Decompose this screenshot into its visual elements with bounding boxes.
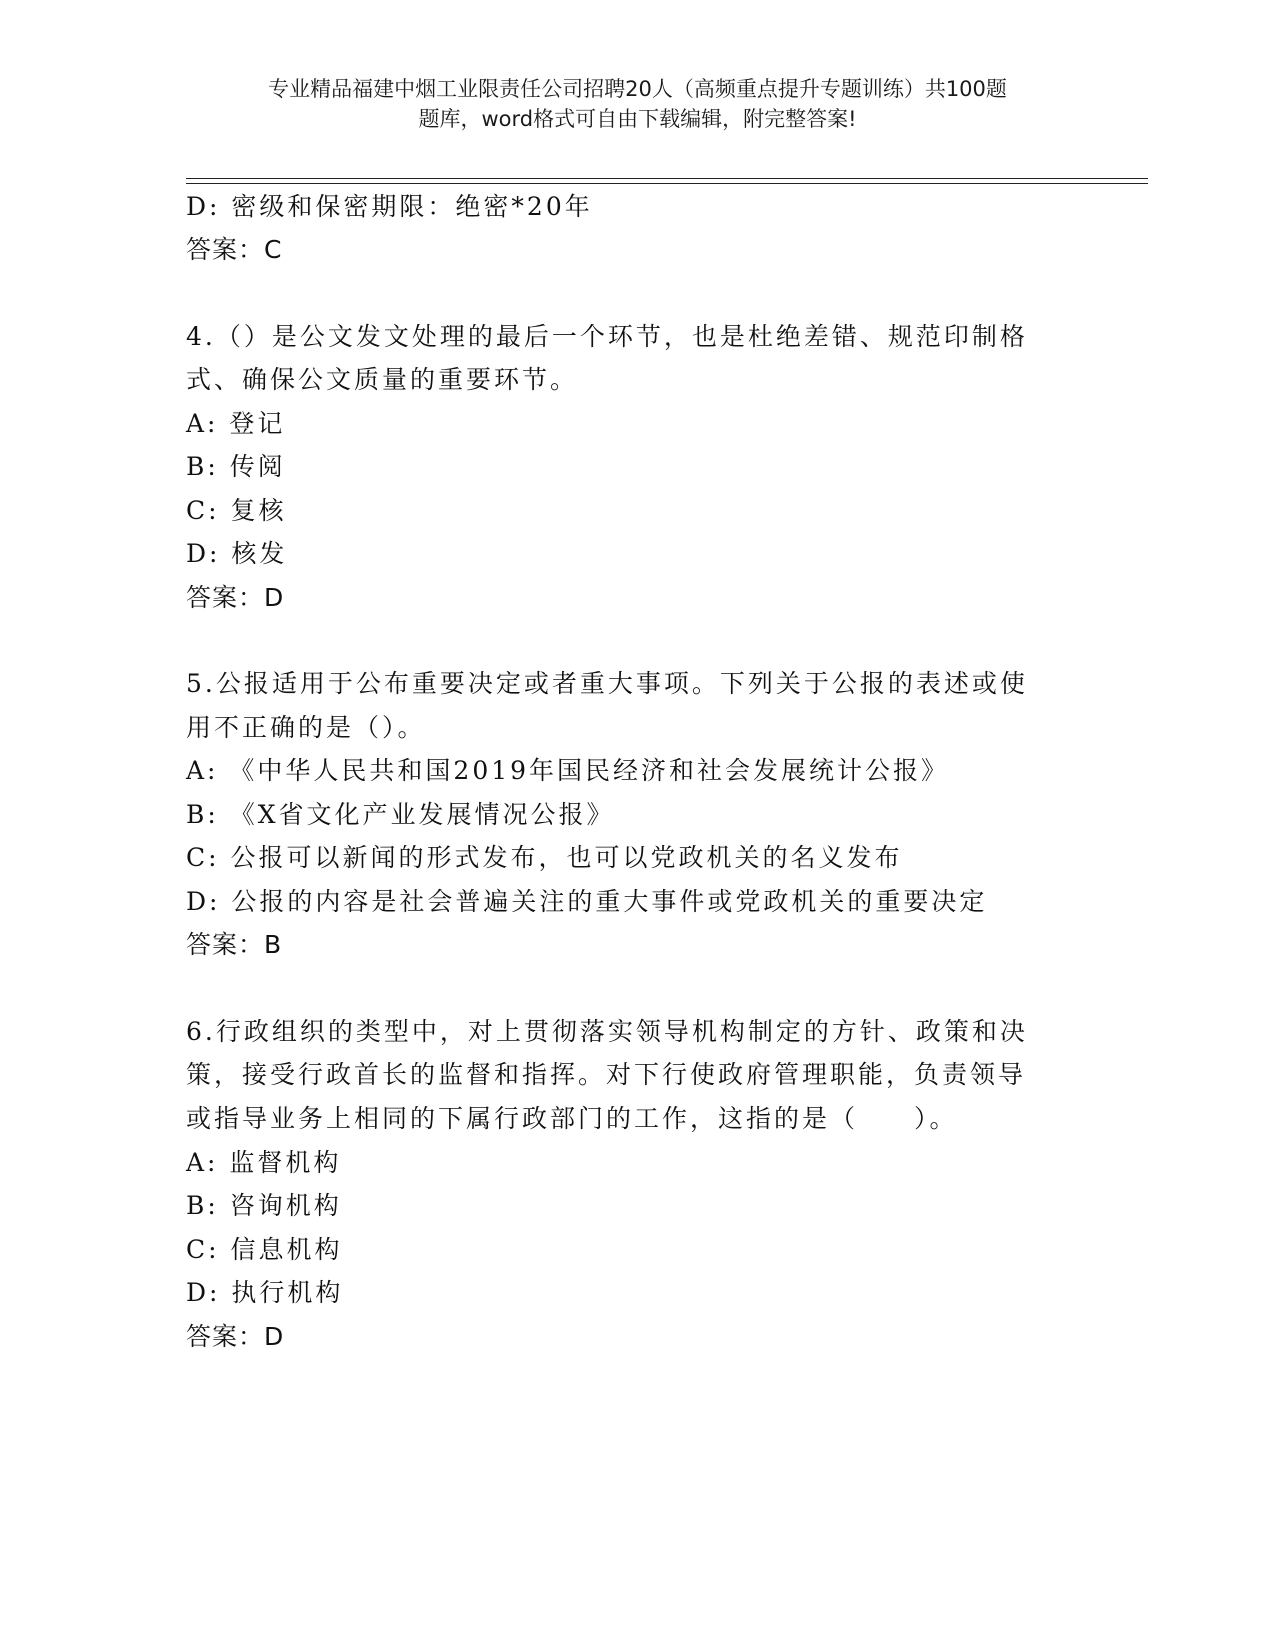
q6-stem-line1: 6.行政组织的类型中，对上贯彻落实领导机构制定的方针、政策和决 (186, 1017, 1028, 1046)
q6-option-b: B: 咨询机构 (186, 1191, 342, 1220)
q5-option-c: C: 公报可以新闻的形式发布，也可以党政机关的名义发布 (186, 843, 903, 872)
q5-stem-line2: 用不正确的是（）。 (186, 713, 426, 742)
q5-answer: 答案：B (186, 930, 283, 959)
q4-stem-line1: 4.（）是公文发文处理的最后一个环节，也是杜绝差错、规范印制格 (186, 322, 1028, 351)
header-divider-top (186, 178, 1148, 179)
q6-option-c: C: 信息机构 (186, 1235, 343, 1264)
header-title-line1: 专业精品福建中烟工业限责任公司招聘20人（高频重点提升专题训练）共100题 (268, 77, 1007, 101)
q6-option-a: A: 监督机构 (186, 1148, 342, 1177)
q6-stem-line3: 或指导业务上相同的下属行政部门的工作，这指的是（ ）。 (186, 1104, 958, 1133)
header-title-line2: 题库，word格式可自由下载编辑，附完整答案! (418, 107, 857, 131)
q4-stem-line2: 式、确保公文质量的重要环节。 (186, 365, 579, 394)
q4-answer: 答案：D (186, 583, 285, 612)
q6-stem-line2: 策，接受行政首长的监督和指挥。对下行使政府管理职能，负责领导 (186, 1060, 1027, 1089)
q3-answer: 答案：C (186, 235, 283, 264)
q5-option-a: A: 《中华人民共和国2019年国民经济和社会发展统计公报》 (186, 756, 950, 785)
q5-stem-line1: 5.公报适用于公布重要决定或者重大事项。下列关于公报的表述或使 (186, 669, 1028, 698)
q6-answer: 答案：D (186, 1322, 285, 1351)
q5-option-d: D: 公报的内容是社会普遍关注的重大事件或党政机关的重要决定 (186, 887, 988, 916)
q4-option-b: B: 传阅 (186, 452, 286, 481)
q4-option-c: C: 复核 (186, 496, 287, 525)
q6-option-d: D: 执行机构 (186, 1278, 344, 1307)
header-divider-bottom (186, 183, 1148, 184)
q4-option-a: A: 登记 (186, 409, 286, 438)
q3-option-d: D: 密级和保密期限：绝密*20年 (186, 192, 593, 221)
q4-option-d: D: 核发 (186, 539, 288, 568)
q5-option-b: B: 《X省文化产业发展情况公报》 (186, 800, 615, 829)
